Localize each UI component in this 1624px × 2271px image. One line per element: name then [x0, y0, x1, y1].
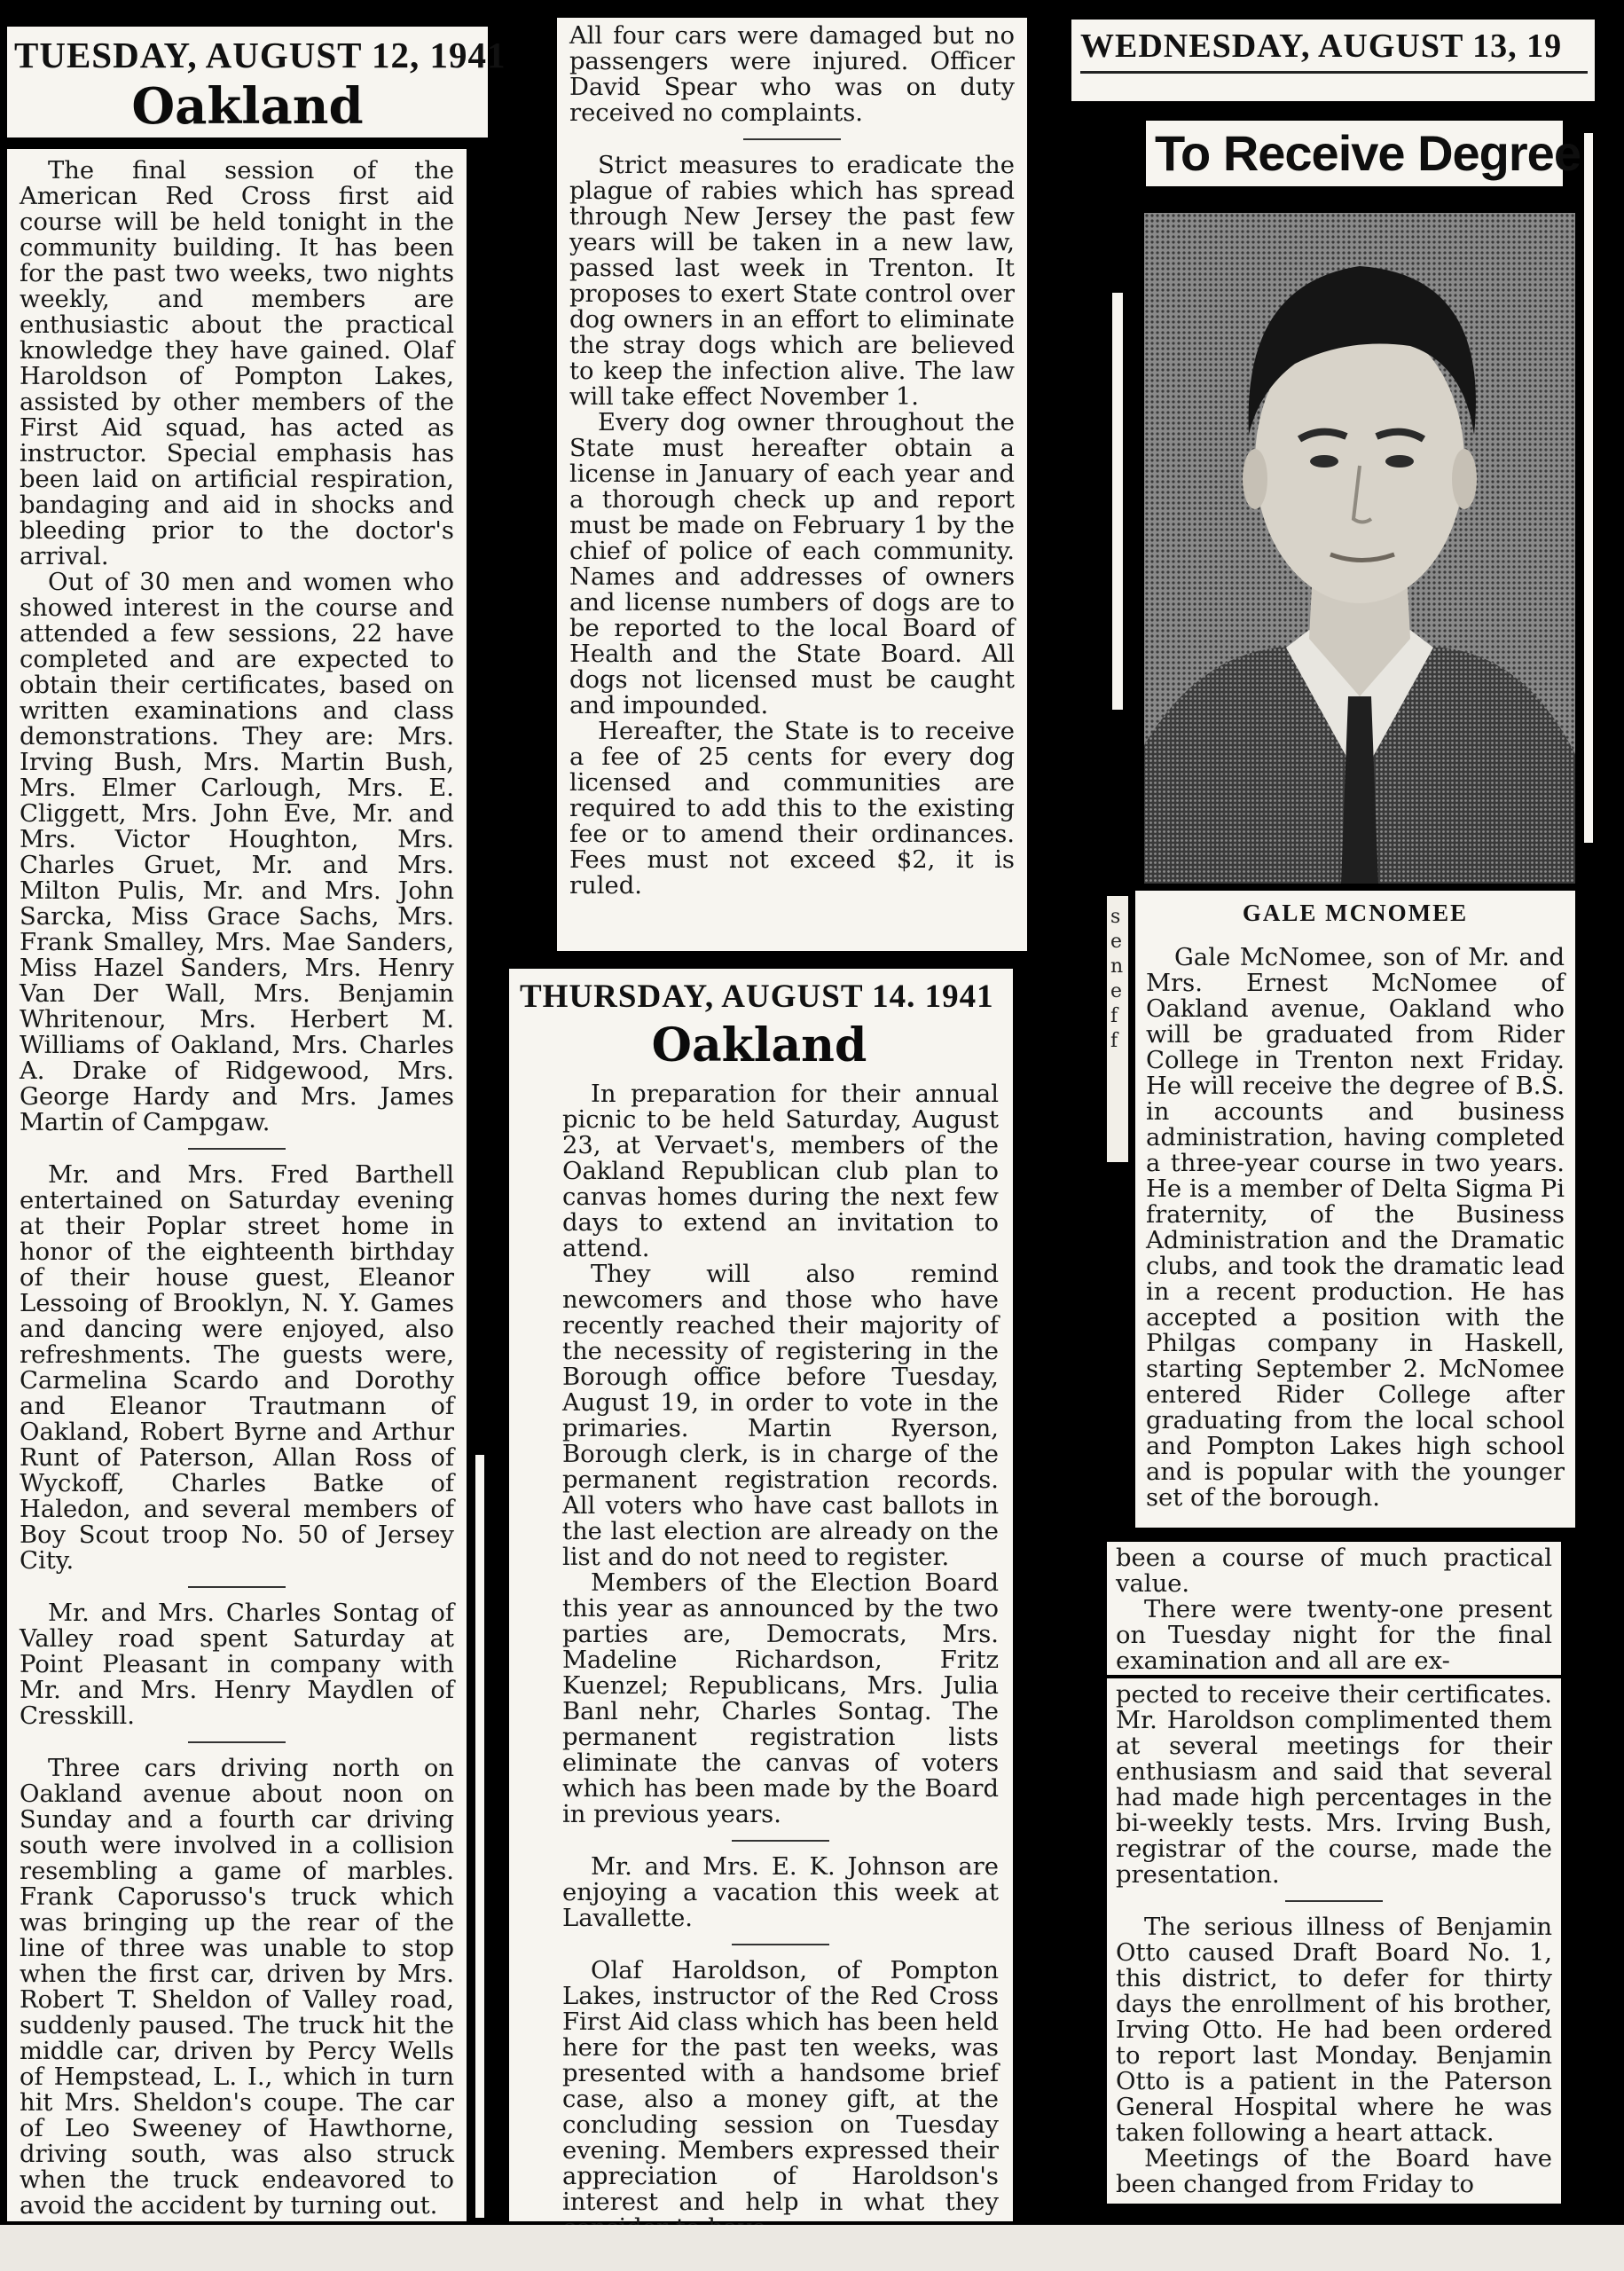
headline: To Receive Degree	[1155, 125, 1581, 181]
dateline: THURSDAY, AUGUST 14. 1941	[520, 978, 994, 1015]
clipped-edge-letters: s e n e f f	[1110, 906, 1124, 1052]
clipping-continued-2	[1107, 1678, 1561, 2204]
masthead: Oakland	[651, 1018, 867, 1073]
clipping-thursday	[509, 969, 1013, 2221]
article-column	[520, 1081, 999, 2241]
divider	[188, 1148, 286, 1150]
article-column	[1116, 1682, 1552, 2197]
paragraph: The final session of the American Red Cross first aid course will be held tonight in the community building. It has been for the past two weeks, two nights weekly, and members are enthusiastic about the practical knowledge they have gained. Olaf Haroldson of Pompton Lakes, assisted by other members of the First Aid squad, has acted as instructor. Special emphasis has been laid on artificial respiration, bandaging and aid in shocks and bleeding prior to the doctor's arrival.	[20, 157, 454, 570]
divider	[188, 1741, 286, 1743]
paragraph: Strict measures to eradicate the plague of rabies which has spread through New Jersey the past few years will be taken in a new law, passed last week in Trenton. It proposes to exert State control over dog owners in an effort to eliminate the stray dogs which are believed to keep the infection alive. The law will take effect November 1.	[569, 152, 1015, 411]
paragraph: Three cars driving north on Oakland avenue about noon on Sunday and a fourth car driving south were involved in a collision resembling a game of marbles. Frank Caporusso's truck which was bringing up the rear of the line of three was unable to stop when the first car, driven by Mrs. Robert T. Sheldon of Valley road, suddenly paused. The truck hit the middle car, driven by Percy Wells of Hempstead, L. I., which in turn hit Mrs. Sheldon's coupe. The car of Leo Sweeney of Hawthorne, driving south, was also struck when the truck endeavored to avoid the accident by turning out.	[20, 1755, 454, 2220]
divider	[188, 1586, 286, 1588]
article-column	[1146, 945, 1565, 1511]
portrait-illustration	[1144, 213, 1575, 884]
paragraph: Olaf Haroldson, of Pompton Lakes, instructor of the Red Cross First Aid class which has been held here for the past ten weeks, was presented with a handsome brief case, also a money gift, at the concluding session on Tuesday evening. Members expressed their appreciation of Haroldson's interest and help in what they	[562, 1957, 999, 2216]
paragraph: They will also remind newcomers and those who have recently reached their majority of the necessity of registering in the Borough office before Tuesday, August 19, in order to vote in the primaries. Martin Ryerson, Borough clerk, is in charge of the permanent registration records. All voters who have cast ballots in the last election are already on the list and do not need to register.	[562, 1261, 999, 1571]
dateline: TUESDAY, AUGUST 12, 1941	[14, 35, 506, 75]
paragraph: In preparation for their annual picnic to be held Saturday, August 23, at Vervaet's, members of the Oakland Republican club plan to canvas homes during the next few days to extend an invitation to attend.	[562, 1080, 999, 1262]
divider	[732, 1944, 829, 1945]
divider	[743, 138, 841, 140]
margin-strip	[1107, 896, 1128, 1162]
paper-sliver	[1584, 133, 1593, 843]
paragraph: pected to receive their certificates. Mr. Haroldson complimented them at several meetings for their enthusiasm and said that several had made high percentages in the bi-weekly tests. Mrs. Irving Bush, registrar of the course, made the presentation.	[1116, 1681, 1552, 1889]
article-column	[1116, 1545, 1552, 1674]
paragraph: Mr. and Mrs. E. K. Johnson are enjoying a vacation this week at Lavallette.	[562, 1853, 999, 1932]
paper-sliver	[1112, 293, 1123, 710]
paragraph: Members of the Election Board this year as announced by the two parties are, Democrats, Mrs. Madeline Richardson, Fritz Kuenzel; Republicans, Mrs. Julia Banl nehr, Charles Sontag. The permanent registration lists eliminate the canvas of voters which has been made by the Board in previous years.	[562, 1569, 999, 1828]
headline-box	[1146, 121, 1581, 186]
paragraph: Mr. and Mrs. Fred Barthell entertained on Saturday evening at their Poplar street home in honor of the eighteenth birthday of their house guest, Eleanor Lessoing of Brooklyn, N. Y. Games and dancing were enjoyed, also refreshments. The guests were, Carmelina Scardo and Dorothy and Eleanor Trautmann of Oakland, Robert Byrne and Arthur Runt of Paterson, Allan Ross of Wyckoff, Charles Batke of Haledon, and several members of Boy Scout troop No. 50 of Jersey City.	[20, 1161, 454, 1575]
paragraph: The serious illness of Benjamin Otto caused Draft Board No. 1, this district, to defer for thirty days the enrollment of his brother, Irving Otto. He had been ordered to report last Monday. Benjamin Otto is a patient in the Paterson General Hospital where he was taken following a heart attack.	[1116, 1913, 1552, 2147]
divider	[732, 1840, 829, 1842]
clipping-tuesday-body	[7, 149, 467, 2221]
bottom-paper-strip	[0, 2225, 1624, 2271]
photo-caption: GALE MCNOMEE	[1242, 900, 1469, 926]
clipping-mcnomee-bio	[1135, 891, 1575, 1528]
paper-sliver	[475, 1455, 484, 2218]
paragraph: Every dog owner throughout the State must hereafter obtain a license in January of each year and a thorough check up and report must be made on February 1 by the chief of police of each community. Names and addresses of owners and license numbers of dogs are to be reported to the local Board of Health and the State Board. All dogs not licensed must be caught and impounded.	[569, 409, 1015, 719]
paragraph: been a course of much practical value.	[1116, 1544, 1552, 1598]
divider	[1285, 1900, 1383, 1902]
clipping-rabies-law	[557, 18, 1027, 951]
paragraph: Gale McNomee, son of Mr. and Mrs. Ernest McNomee of Oakland avenue, Oakland who will be graduated from Rider College in Trenton next Friday. He will receive the degree of B.S. in accounts and business administration, having completed a three-year course in two years. He is a member of Delta Sigma Pi fraternity, of the Business Administration and the Dramatic clubs, and took the dramatic lead in a recent production. He has accepted a position with the Philgas company in Haskell, starting September 2. McNomee entered Rider College after graduating from the local school and Pompton Lakes high school and is popular with the younger set of the borough.	[1146, 944, 1565, 1512]
article-column	[20, 158, 454, 2219]
article-column	[569, 23, 1015, 899]
paragraph: There were twenty-one present on Tuesday night for the final examination and all are ex-	[1116, 1596, 1552, 1675]
clipping-wednesday-header	[1071, 20, 1595, 101]
paragraph: Out of 30 men and women who showed interest in the course and attended a few sessions, 22 have completed and are expected to obtain their certificates, based on written examinations and class demonstrations. They are: Mrs. Irving Bush, Mrs. Martin Bush, Mrs. Elmer Carlough, Mrs. E. Cliggett, Mrs. John Eve, Mr. and Mrs. Victor Houghton, Mrs. Charles Gruet, Mr. and Mrs. Milton Pulis, Mr. and Mrs. John Sarcka, Miss Grace Sachs, Mrs. Frank Smalley, Mrs. Mae Sanders, Miss Hazel Sanders, Mrs. Henry Van Der Wall, Mrs. Benjamin Whritenour, Mrs. Herbert M. Williams of Oakland, Mrs. Charles A. Drake of Ridgewood, Mrs. George Hardy and Mrs. James Martin of Campgaw.	[20, 569, 454, 1136]
clipping-tuesday-header	[7, 27, 506, 138]
paragraph: Hereafter, the State is to receive a fee of 25 cents for every dog licensed and communities are required to add this to the existing fee or to amend their ordinances. Fees must not exceed $2, it is ruled.	[569, 718, 1015, 900]
portrait-photo	[1144, 213, 1575, 884]
masthead: Oakland	[131, 77, 364, 136]
rule	[1080, 71, 1588, 74]
dateline: WEDNESDAY, AUGUST 13, 19	[1080, 28, 1563, 65]
paragraph: All four cars were damaged but no passengers were injured. Officer David Spear who was on duty received no complaints.	[569, 22, 1015, 127]
paragraph: Meetings of the Board have been changed from Friday to	[1116, 2145, 1552, 2198]
clipping-continued-1	[1107, 1542, 1561, 1675]
paragraph: Mr. and Mrs. Charles Sontag of Valley road spent Saturday at Point Pleasant in company with Mr. and Mrs. Henry Maydlen of Cresskill.	[20, 1599, 454, 1730]
